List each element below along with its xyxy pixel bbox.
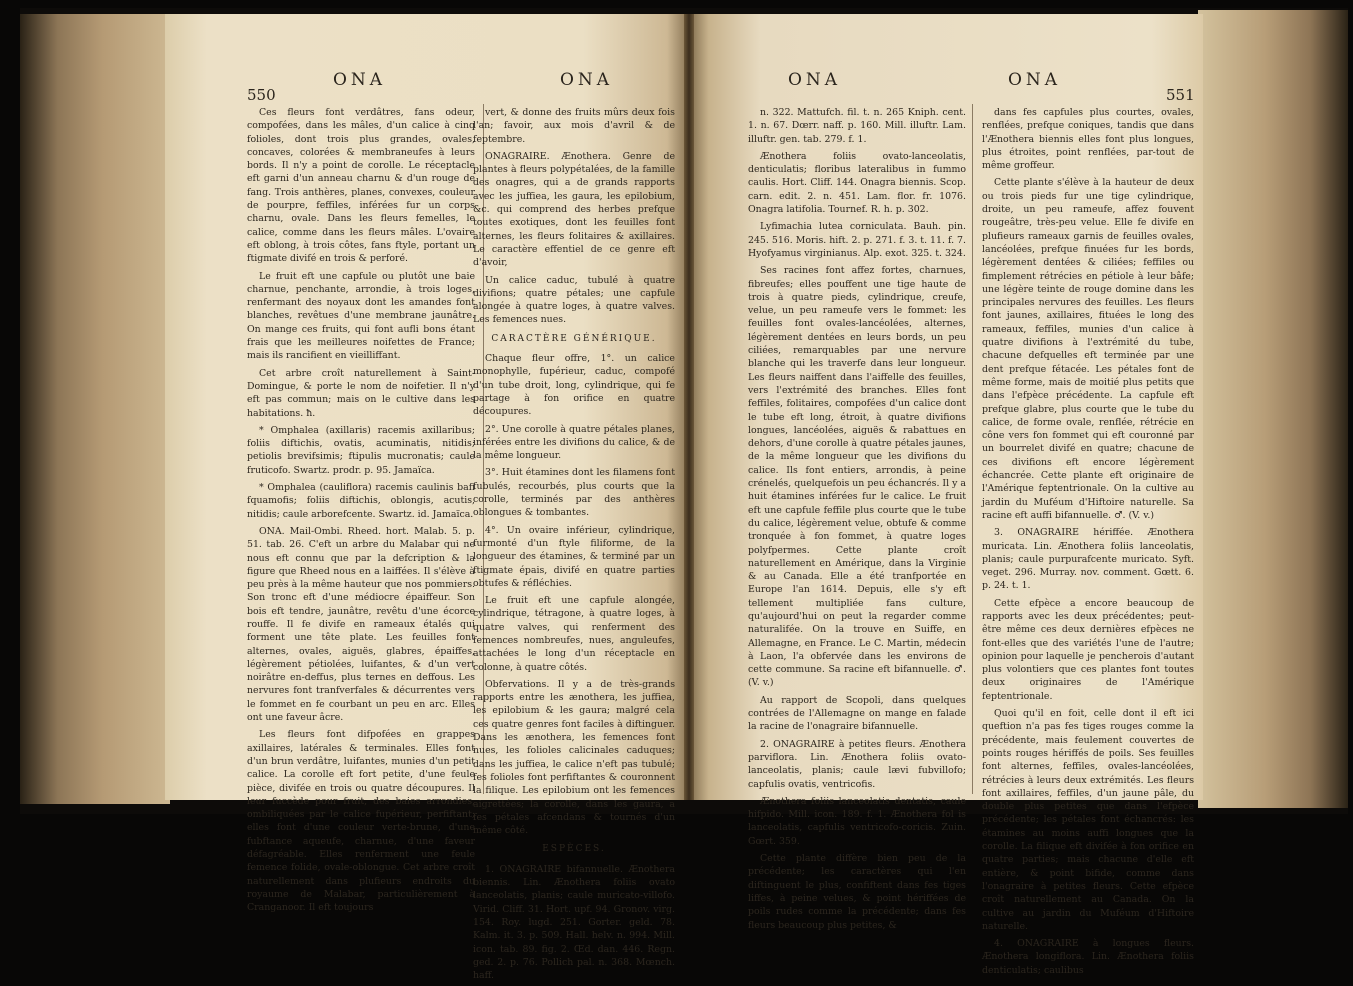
paragraph: Au rapport de Scopoli, dans quelques contrées de l'Allemagne on mange en falade la racine de l'onagraire bifannuelle.	[748, 694, 966, 733]
paragraph: ESPÈCES.	[542, 844, 606, 855]
paragraph: Les fleurs font difpofées en grappes axillaires, latérales & terminales. Elles font d'un brun verdâtre, luifantes, munies d'un petit calice. La corolle eft fort petite, d'une feule pièce, divifée en trois ou quatre découpures. Il leur fuccède pour fruit, des baies arrondies, ombiliquées par le calice fupérieur, perfiftant; elles font d'une couleur verte-brune, d'une fubftance aqueufe, charnue, d'une faveur défagréable. Elles renferment une feule femence folide, ovale-oblongue. Cet arbre croît naturellement dans plufieurs endroits du royaume de Malabar, particulièrement à Cranganoor. Il eft toujours	[247, 729, 475, 914]
column-rule	[972, 104, 973, 794]
paragraph: 4°. Un ovaire inférieur, cylindrique, furmonté d'un ftyle filiforme, de la longueur des étamines, & terminé par un ftigmate épais, divifé en quatre parties obtufes & réfléchies.	[473, 524, 675, 589]
paragraph: * Omphalea (axillaris) racemis axillaribus; foliis diftichis, ovatis, acuminatis, nitidis; petiolis brevifsimis; ftipulis mucronatis; caule fruticofo. Swartz. prodr. p. 95. Jamaïca.	[247, 424, 475, 476]
paragraph: Le fruit eft une capfule ou plutôt une baie charnue, penchante, arrondie, à trois loges, renfermant des noyaux dont les amandes font blanches, revêtues d'une membrane jaunâtre. On mange ces fruits, qui font aufli bons étant frais que les meilleures noifettes de France; mais ils rancifient en vieilliffant.	[247, 270, 475, 362]
paragraph: CARACTÈRE GÉNÉRIQUE.	[491, 333, 657, 344]
text-column-right-2	[982, 106, 1194, 981]
paragraph: Lyfimachia lutea corniculata. Bauh. pin. 245. 516. Moris. hift. 2. p. 271. f. 3. t. 11. f. 7. Hyofyamus virginianus. Alp. exot. 325. t. 324.	[748, 221, 966, 259]
paragraph: Cette plante s'élève à la hauteur de deux ou trois pieds fur une tige cylindrique, droite, un peu rameufe, affez fouvent rougeâtre, très-peu velue. Elle fe divife en plufieurs rameaux garnis de feuilles ovales, lancéolées, prefque finuées fur les bords, légèrement dentées & ciliées; feffiles ou fimplement rétrécies en pétiole à leur bâfe; une légère teinte de rouge domine dans les principales nervures des feuilles. Les fleurs font jaunes, axillaires, fituées le long des rameaux, feffiles, munies d'un calice à quatre divifions à l'extrémité du tube, chacune defquelles eft terminée par une dent prefque fétacée. Les pétales font de même forme, mais de moitié plus petits que dans l'efpèce précédente. La capfule eft prefque glabre, plus courte que le tube du calice, de forme ovale, renflée, rétrécie en cône vers fon fommet qui eft couronné par un bourrelet divifé en quatre; chacune de ces divifions eft encore légèrement échancrée. Cette plante eft originaire de l'Amérique feptentrionale. On la cultive au jardin du Muféum d'Hiftoire naturelle. Sa racine eft auffi bifannuelle. ♂. (V. v.)	[982, 177, 1194, 521]
paragraph: * Omphalea (cauliflora) racemis caulinis bafi fquamofis; foliis diftichis, oblongis, acutis, nitidis; caule arborefcente. Swartz. id. Jamaïca.	[247, 482, 475, 520]
paragraph: Ces fleurs font verdâtres, fans odeur, compofées, dans les mâles, d'un calice à cinq folioles, dont trois plus grandes, ovales, concaves, colorées & membraneufes à leurs bords. Il n'y a point de corolle. Le réceptacle eft garni d'un anneau charnu & d'un rouge de fang. Trois anthères, planes, convexes, couleur de pourpre, feffiles, inférées fur un corps charnu, ovale. Dans les fleurs femelles, le calice, comme dans les fleurs mâles. L'ovaire eft oblong, à trois côtes, fans ftyle, portant un ftigmate divifé en trois & perforé.	[247, 107, 475, 265]
paragraph: 4. ONAGRAIRE à longues fleurs. Ænothera longiflora. Lin. Ænothera foliis denticulatis; caulibus	[982, 938, 1194, 976]
paragraph: ONAGRAIRE. Ænothera. Genre de plantes à fleurs polypétalées, de la famille des onagres, qui a de grands rapports avec les juffiea, les gaura, les epilobium, &c. qui comprend des herbes prefque toutes exotiques, dont les feuilles font alternes, les fleurs folitaires & axillaires. Le caractère effentiel de ce genre eft d'avoir,	[473, 150, 675, 269]
paragraph: Cette efpèce a encore beaucoup de rapports avec les deux précédentes; peut-être même ces deux dernières efpèces ne font-elles que des variétés l'une de l'autre; opinion pour laquelle je pencherois d'autant plus volontiers que ces plantes font toutes deux originaires de l'Amérique feptentrionale.	[982, 597, 1194, 702]
text-column-left-2	[473, 106, 675, 986]
running-header: ONA	[560, 70, 614, 90]
paragraph: Ses racines font affez fortes, charnues, fibreufes; elles pouffent une tige haute de trois à quatre pieds, cylindrique, creufe, velue, un peu rameufe vers le fommet: les feuilles font ovales-lancéolées, alternes, légèrement dentées en leurs bords, un peu ciliées, remarquables par une nervure blanche qui les traverfe dans leur longueur. Les fleurs naiffent dans l'aiffelle des feuilles, vers l'extrémité des branches. Elles font feffiles, folitaires, compofées d'un calice dont le tube eft long, étroit, à quatre divifions longues, lancéolées, aiguës & rabattues en dehors, d'une corolle à quatre pétales jaunes, de la même longueur que les divifions du calice. Ils font entiers, arrondis, à peine crénelés, quelquefois un peu échancrés. Il y a huit étamines inférées fur le calice. Le fruit eft une capfule feffile plus courte que le tube du calice, légèrement velue, obtufe & comme tronquée à fon fommet, à quatre loges polyfpermes. Cette plante croît naturellement en Amérique, dans la Virginie & au Canada. Elle a été tranfportée en Europe l'an 1614. Depuis, elle s'y eft tellement multipliée fans culture, qu'aujourd'hui on peut la regarder comme naturalifée. On la trouve en Suiffe, en Allemagne, en France. Le C. Martin, médecin à Laon, l'a obfervée dans les environs de cette commune. Sa racine eft bifannuelle. ♂. (V. v.)	[748, 265, 966, 689]
paragraph: 2. ONAGRAIRE à petites fleurs. Ænothera parviflora. Lin. Ænothera foliis ovato-lanceolatis, planis; caule lævi fubvillofo; capfulis ovatis, ventricofis.	[748, 738, 966, 790]
right-page	[688, 14, 1203, 976]
page-number-right: 551	[1166, 86, 1195, 104]
running-header: ONA	[788, 70, 842, 90]
left-page-edges	[20, 14, 170, 804]
paragraph: n. 322. Mattufch. fil. t. n. 265 Kniph. cent. 1. n. 67. Dœrr. naff. p. 160. Mill. illuftr. Lam. illuftr. gen. tab. 279. f. 1.	[748, 107, 966, 145]
paragraph: Quoi qu'il en foit, celle dont il eft ici queftion n'a pas fes tiges rouges comme la précédente, mais feulement couvertes de points rouges hériffés de poils. Ses feuilles font alternes, feffiles, ovales-lancéolées, rétrécies à leurs deux extrémités. Les fleurs font axillaires, feffiles, d'un jaune pâle, du double plus petites que dans l'efpèce précédente; les pétales font échancrés: les étamines au moins auffi longues que la corolle. La filique eft divifée à fon orifice en quatre parties; mais chacune d'elle eft entière, & point bifide, comme dans l'onagraire à petites fleurs. Cette efpèce croît naturellement au Canada. On la cultive au jardin du Muféum d'Hiftoire naturelle.	[982, 708, 1194, 932]
running-header: ONA	[1008, 70, 1062, 90]
text-column-left-1	[247, 106, 475, 919]
paragraph: Ænothera foliis ovato-lanceolatis, denticulatis; floribus lateralibus in fummo caulis. Hort. Cliff. 144. Onagra biennis. Scop. carn. edit. 2. n. 451. Lam. flor. fr. 1076. Onagra latifolia. Tournef. R. h. p. 302.	[748, 150, 966, 216]
paragraph: Un calice caduc, tubulé à quatre divifions; quatre pétales; une capfule alongée à quatre loges, à quatre valves. Les femences nues.	[473, 274, 675, 326]
paragraph: ONA. Mail-Ombi. Rheed. hort. Malab. 5. p. 51. tab. 26. C'eft un arbre du Malabar qui ne nous eft connu que par la defcription & la figure que Rheed nous en a laiffées. Il s'élève à peu près à la même hauteur que nos pommiers. Son tronc eft d'une médiocre épaiffeur. Son bois eft tendre, jaunâtre, revêtu d'une écorce rouffe. Il fe divife en rameaux étalés qui forment une tête plate. Les feuilles font alternes, ovales, aiguës, glabres, épaiffes, légèrement pétiolées, luifantes, & d'un vert noirâtre en-deffus, plus ternes en deffous. Les nervures font tranfverfales & décurrentes vers le fommet en fe courbant un peu en arc. Elles ont une faveur âcre.	[247, 525, 475, 724]
running-header: ONA	[333, 70, 387, 90]
text-column-right-1	[748, 106, 966, 936]
paragraph: vert, & donne des fruits mûrs deux fois l'an; favoir, aux mois d'avril & de feptembre.	[473, 107, 675, 145]
paragraph: Ænothera foliis lanceolatis dentatis, caule hifpido. Mill. icon. 189. f. 1. Ænothera fol is lanceolatis, capfulis ventricofo-coricis. Zuin. Gœrt. 359.	[748, 795, 966, 847]
paragraph: 1. ONAGRAIRE bifannuelle. Ænothera biennis. Lin. Ænothera foliis ovato lanceolatis, planis; caule muricato-villofo. Virid. Cliff. 31. Hort. upf. 94. Gronov. virg. 154. Roy. lugd. 251. Gorter. geld. 78. Kalm. it. 3. p. 509. Hall. helv. n. 994. Mill. icon. tab. 89. fig. 2. Œd. dan. 446. Regn. ged. 2. p. 76. Pollich pal. n. 368. Mœnch. haff.	[473, 863, 675, 982]
page-number-left: 550	[247, 86, 276, 104]
paragraph: dans fes capfules plus courtes, ovales, renflées, prefque coniques, tandis que dans l'Ænothera biennis elles font plus longues, plus étroites, point renflées, par-tout de même groffeur.	[982, 107, 1194, 172]
paragraph: Obfervations. Il y a de très-grands rapports entre les ænothera, les juffiea, les epilobium & les gaura; malgré cela ces quatre genres font faciles à diftinguer. Dans les ænothera, les femences font nues, les folioles calicinales caduques; dans les juffiea, le calice n'eft pas tubulé; fes folioles font perfiftantes & couronnent la filique. Les epilobium ont les femences aigrettées; la corolle, dans les gaura, a fes pétales afcendans & tournés d'un même côté.	[473, 678, 675, 837]
paragraph: 3. ONAGRAIRE hériffée. Ænothera muricata. Lin. Ænothera foliis lanceolatis, planis; caule purpurafcente muricato. Syft. veget. 296. Murray. nov. comment. Gœtt. 6. p. 24. t. 1.	[982, 527, 1194, 592]
right-page-edges	[1198, 10, 1348, 808]
paragraph: Cette plante diffère bien peu de la précédente; les caractères qui l'en diftinguent le plus, confiftent dans fes tiges liffes, à peine velues, & point hériffées de poils rudes comme la précédente; dans fes fleurs beaucoup plus petites, &	[748, 853, 966, 931]
paragraph: Le fruit eft une capfule alongée, cylindrique, tétragone, à quatre loges, à quatre valves, qui renferment des femences nombreufes, nues, anguleufes, attachées le long d'un réceptacle en colonne, à quatre côtés.	[473, 595, 675, 673]
paragraph: Chaque fleur offre, 1°. un calice monophylle, fupérieur, caduc, compofé d'un tube droit, long, cylindrique, qui fe partage à fon orifice en quatre découpures.	[473, 353, 675, 418]
paragraph: 3°. Huit étamines dont les filamens font fubulés, recourbés, plus courts que la corolle, terminés par des anthères oblongues & tombantes.	[473, 467, 675, 519]
left-page	[165, 14, 688, 982]
book-gutter	[684, 14, 694, 800]
paragraph: 2°. Une corolle à quatre pétales planes, inférées entre les divifions du calice, & de la même longueur.	[473, 423, 675, 462]
paragraph: Cet arbre croît naturellement à Saint-Domingue, & porte le nom de noifetier. Il n'y eft pas commun; mais on le cultive dans les habitations. ħ.	[247, 367, 475, 419]
